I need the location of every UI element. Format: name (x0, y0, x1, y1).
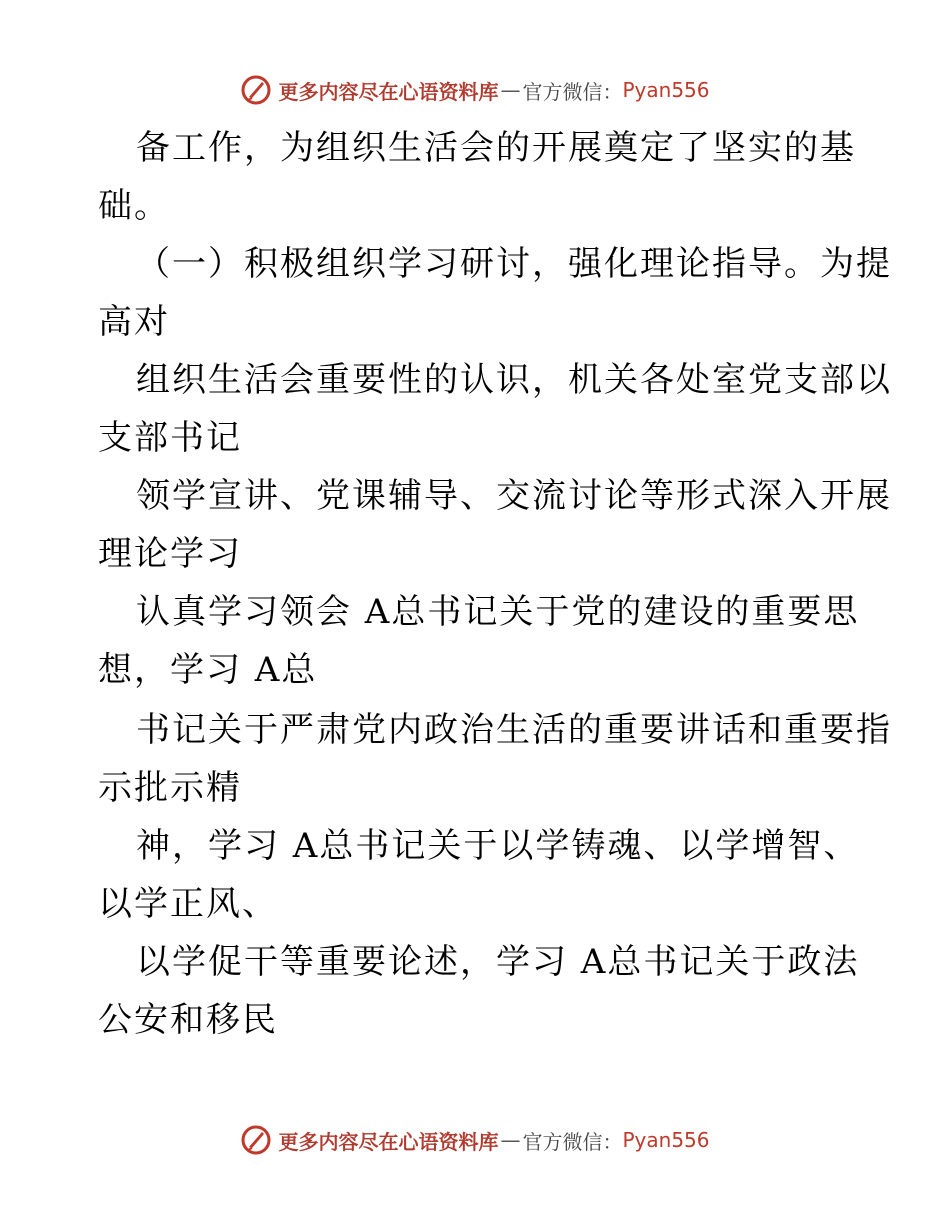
text-line: 以学促干等重要论述，学习 A总书记关于政法 (136, 942, 860, 982)
banner-wechat-label: 官方微信： (522, 79, 623, 104)
footer-banner (0, 1120, 950, 1160)
banner-wechat-label: 官方微信： (522, 1129, 623, 1154)
text-line: 领学宣讲、党课辅导、交流讨论等形式深入开展 (136, 476, 892, 516)
text-line: 神，学习 A总书记关于以学铸魂、以学增智、 (136, 826, 860, 866)
text-line: 础。 (98, 186, 170, 226)
text-line: 组织生活会重要性的认识，机关各处室党支部以 (136, 360, 892, 400)
text-line: 以学正风、 (98, 884, 278, 924)
text-line: 认真学习领会 A总书记关于党的建设的重要思 (136, 592, 860, 632)
text-line: 理论学习 (98, 534, 242, 574)
banner-main-text: 更多内容尽在心语资料库 (278, 79, 499, 104)
banner-separator: — (500, 1128, 521, 1152)
header-banner (0, 70, 950, 110)
text-line: 示批示精 (98, 768, 242, 808)
text-line: （一）积极组织学习研讨，强化理论指导。为提 (136, 244, 892, 284)
banner-wechat-id: Pyan556 (622, 1128, 710, 1152)
text-line: 支部书记 (98, 418, 242, 458)
text-line: 书记关于严肃党内政治生活的重要讲话和重要指 (136, 710, 892, 750)
quill-logo-icon (240, 1124, 272, 1156)
banner-wechat-id: Pyan556 (622, 78, 710, 102)
text-line: 想，学习 A总 (98, 650, 318, 690)
banner-main-text: 更多内容尽在心语资料库 (278, 1129, 499, 1154)
quill-logo-icon (240, 74, 272, 106)
text-line: 公安和移民 (98, 1000, 278, 1040)
banner-separator: — (500, 78, 521, 102)
text-line: 备工作，为组织生活会的开展奠定了坚实的基 (136, 128, 856, 168)
text-line: 高对 (98, 302, 170, 342)
